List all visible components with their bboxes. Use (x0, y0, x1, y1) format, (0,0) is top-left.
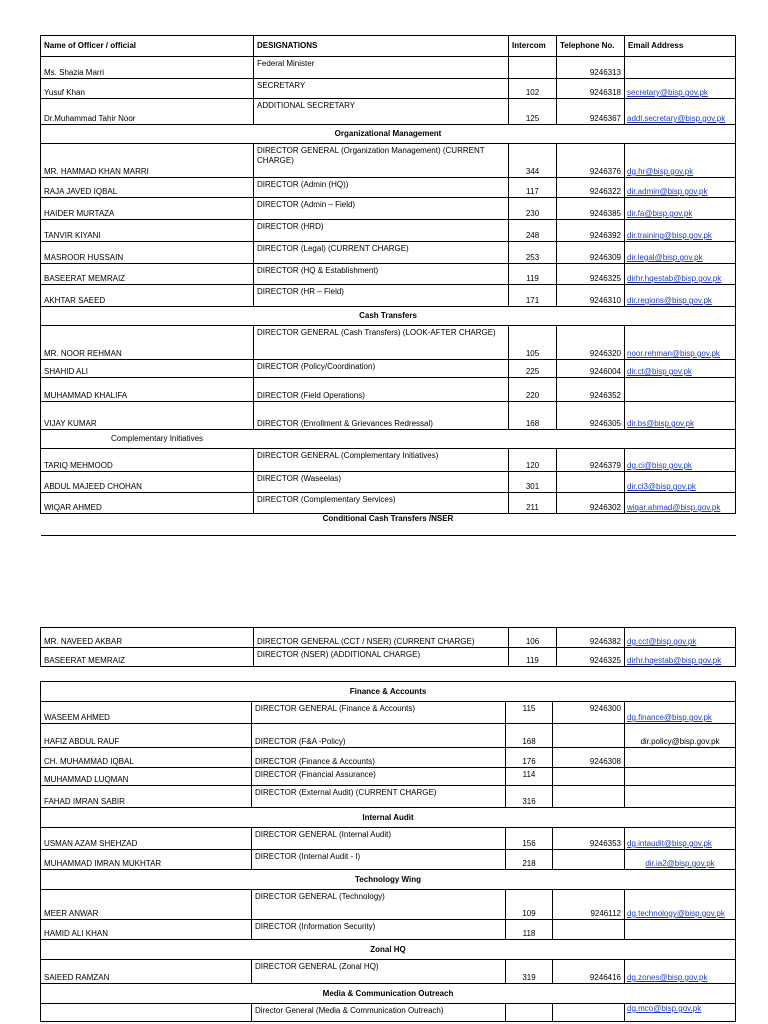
table-row (41, 724, 736, 748)
table-row (41, 828, 736, 850)
telephone: 9246392 (557, 220, 625, 242)
intercom: 211 (509, 493, 557, 514)
intercom: 118 (506, 920, 553, 940)
officer-name: MEER ANWAR (41, 890, 252, 920)
officer-name: Ms. Shazia Marri (41, 57, 254, 79)
intercom: 301 (509, 472, 557, 493)
email-link[interactable]: addl.secretary@bisp.gov.pk (625, 99, 736, 125)
intercom: 248 (509, 220, 557, 242)
telephone: 9246353 (553, 828, 625, 850)
table-row (41, 99, 736, 125)
officer-name: MUHAMMAD LUQMAN (41, 768, 252, 786)
table-row (41, 960, 736, 984)
table-row (41, 648, 736, 667)
table-row (41, 850, 736, 870)
table-row (41, 326, 736, 360)
designation: DIRECTOR GENERAL (Cash Transfers) (LOOK-AFTER CHARGE) (254, 326, 509, 360)
intercom: 119 (509, 264, 557, 285)
intercom: 115 (506, 702, 553, 724)
section-title-finance: Finance & Accounts (41, 682, 736, 702)
section-title-audit: Internal Audit (41, 808, 736, 828)
officer-name: MUHAMMAD KHALIFA (41, 378, 254, 402)
intercom: 109 (506, 890, 553, 920)
officer-name: MR. NAVEED AKBAR (41, 628, 254, 648)
officer-name: MUHAMMAD IMRAN MUKHTAR (41, 850, 252, 870)
section-header (41, 808, 736, 828)
intercom: 125 (509, 99, 557, 125)
section-header (41, 430, 736, 449)
telephone: 9246379 (557, 449, 625, 472)
intercom: 114 (506, 768, 553, 786)
header-telephone: Telephone No. (557, 36, 625, 57)
telephone: 9246004 (557, 360, 625, 378)
intercom: 106 (509, 628, 557, 648)
telephone (553, 724, 625, 748)
table-row (41, 198, 736, 220)
designation: Director General (Media & Communication Outreach) (252, 1004, 506, 1022)
officer-name: VIJAY KUMAR (41, 402, 254, 430)
table-row (41, 360, 736, 378)
email-link[interactable]: wiqar.ahmad@bisp.gov.pk (625, 493, 736, 514)
intercom (509, 57, 557, 79)
designation: DIRECTOR (HRD) (254, 220, 509, 242)
designation: DIRECTOR (F&A -Policy) (252, 724, 506, 748)
telephone: 9246320 (557, 326, 625, 360)
officer-name: BASEERAT MEMRAIZ (41, 648, 254, 667)
intercom: 105 (509, 326, 557, 360)
email-link[interactable]: dir.ci3@bisp.gov.pk (625, 472, 736, 493)
table-row (41, 472, 736, 493)
email-link[interactable] (625, 748, 736, 768)
email-link[interactable]: dg.ci@bisp.gov.pk (625, 449, 736, 472)
section-header (41, 984, 736, 1004)
email-link[interactable]: dg.intaudit@bisp.gov.pk (625, 828, 736, 850)
designation: DIRECTOR GENERAL (Zonal HQ) (252, 960, 506, 984)
officer-name: CH. MUHAMMAD IQBAL (41, 748, 252, 768)
section-header (41, 940, 736, 960)
officer-name: WASEEM AHMED (41, 702, 252, 724)
telephone (553, 786, 625, 808)
designation: DIRECTOR (Admin – Field) (254, 198, 509, 220)
officer-name: Yusuf Khan (41, 79, 254, 99)
section-header (41, 307, 736, 326)
email-link[interactable]: dir.fa@bisp.gov.pk (625, 198, 736, 220)
officer-name: HAMID ALI KHAN (41, 920, 252, 940)
telephone: 9246112 (553, 890, 625, 920)
officer-name: WIQAR AHMED (41, 493, 254, 514)
intercom: 316 (506, 786, 553, 808)
section-header (41, 125, 736, 144)
email-link[interactable]: dg.hr@bisp.gov.pk (625, 144, 736, 178)
officer-name: TANVIR KIYANI (41, 220, 254, 242)
telephone: 9246376 (557, 144, 625, 178)
designation: DIRECTOR GENERAL (Internal Audit) (252, 828, 506, 850)
officer-name: SHAHID ALI (41, 360, 254, 378)
officer-name: HAIDER MURTAZA (41, 198, 254, 220)
email-link[interactable]: dg.cct@bisp.gov.pk (625, 628, 736, 648)
email-text: dir.policy@bisp.gov.pk (625, 724, 736, 748)
officer-name: ABDUL MAJEED CHOHAN (41, 472, 254, 493)
table-row (41, 220, 736, 242)
officer-name (41, 1004, 252, 1022)
table-row (41, 285, 736, 307)
officer-name: MR. NOOR REHMAN (41, 326, 254, 360)
table-row (41, 178, 736, 198)
intercom: 344 (509, 144, 557, 178)
email-link[interactable] (625, 57, 736, 79)
email-link[interactable]: dirhr.hqestab@bisp.gov.pk (625, 264, 736, 285)
email-link[interactable]: dir.admin@bisp.gov.pk (625, 178, 736, 198)
officer-name: MASROOR HUSSAIN (41, 242, 254, 264)
email-link[interactable]: dg.technology@bisp.gov.pk (625, 890, 736, 920)
telephone: 9246325 (557, 264, 625, 285)
table-row (41, 57, 736, 79)
intercom (506, 1004, 553, 1022)
telephone: 9246302 (557, 493, 625, 514)
email-link[interactable]: noor.rehman@bisp.gov.pk (625, 326, 736, 360)
telephone: 9246322 (557, 178, 625, 198)
table-row (41, 1004, 736, 1022)
email-link[interactable] (625, 768, 736, 786)
directory-table-cct (40, 627, 736, 667)
telephone: 9246310 (557, 285, 625, 307)
section-header (41, 870, 736, 890)
telephone (553, 1004, 625, 1022)
table-header-row (41, 36, 736, 57)
telephone: 9246318 (557, 79, 625, 99)
section-title-media: Media & Communication Outreach (41, 984, 736, 1004)
intercom: 218 (506, 850, 553, 870)
telephone: 9246313 (557, 57, 625, 79)
telephone: 9246367 (557, 99, 625, 125)
table-row (41, 378, 736, 402)
email-link[interactable]: dg.finance@bisp.gov.pk (625, 702, 736, 724)
designation: Federal Minister (254, 57, 509, 79)
email-link[interactable]: dg.zones@bisp.gov.pk (625, 960, 736, 984)
designation: DIRECTOR GENERAL (Technology) (252, 890, 506, 920)
intercom: 168 (509, 402, 557, 430)
officer-name: RAJA JAVED IQBAL (41, 178, 254, 198)
table-row (41, 890, 736, 920)
designation: DIRECTOR (Legal) (CURRENT CHARGE) (254, 242, 509, 264)
header-intercom: Intercom (509, 36, 557, 57)
telephone (553, 850, 625, 870)
intercom: 171 (509, 285, 557, 307)
intercom: 102 (509, 79, 557, 99)
directory-table-finance (40, 681, 736, 1022)
table-row (41, 402, 736, 430)
designation: DIRECTOR (NSER) (ADDITIONAL CHARGE) (254, 648, 509, 667)
telephone: 9246308 (553, 748, 625, 768)
email-link[interactable]: dir.ia2@bisp.gov.pk (625, 850, 736, 870)
table-row (41, 79, 736, 99)
designation: DIRECTOR (Waseelas) (254, 472, 509, 493)
designation: DIRECTOR (Policy/Coordination) (254, 360, 509, 378)
email-link[interactable] (625, 378, 736, 402)
telephone: 9246416 (553, 960, 625, 984)
designation: DIRECTOR (Financial Assurance) (252, 768, 506, 786)
telephone: 9246309 (557, 242, 625, 264)
table-row (41, 264, 736, 285)
header-designation: DESIGNATIONS (254, 36, 509, 57)
officer-name: AKHTAR SAEED (41, 285, 254, 307)
officer-name: BASEERAT MEMRAIZ (41, 264, 254, 285)
designation: DIRECTOR (Internal Audit - I) (252, 850, 506, 870)
telephone: 9246325 (557, 648, 625, 667)
telephone: 9246382 (557, 628, 625, 648)
section-header (41, 514, 736, 536)
table-row (41, 242, 736, 264)
directory-table-top (40, 35, 736, 536)
designation: DIRECTOR (Admin (HQ)) (254, 178, 509, 198)
section-title-cash: Cash Transfers (41, 307, 736, 326)
officer-name: TARIQ MEHMOOD (41, 449, 254, 472)
section-title-tech: Technology Wing (41, 870, 736, 890)
telephone (557, 472, 625, 493)
officer-name: HAFIZ ABDUL RAUF (41, 724, 252, 748)
telephone: 9246352 (557, 378, 625, 402)
designation: DIRECTOR (Information Security) (252, 920, 506, 940)
email-link[interactable] (625, 920, 736, 940)
header-name: Name of Officer / official (41, 36, 254, 57)
designation: DIRECTOR GENERAL (Finance & Accounts) (252, 702, 506, 724)
table-row (41, 786, 736, 808)
designation: DIRECTOR (HQ & Establishment) (254, 264, 509, 285)
designation: DIRECTOR GENERAL (Complementary Initiatives) (254, 449, 509, 472)
email-link[interactable] (625, 786, 736, 808)
email-link[interactable]: dg.mco@bisp.gov.pk (625, 1004, 736, 1022)
table-row (41, 748, 736, 768)
intercom: 220 (509, 378, 557, 402)
designation: DIRECTOR (Finance & Accounts) (252, 748, 506, 768)
table-row (41, 920, 736, 940)
designation: SECRETARY (254, 79, 509, 99)
email-link[interactable]: dir.training@bisp.gov.pk (625, 220, 736, 242)
intercom: 117 (509, 178, 557, 198)
intercom: 253 (509, 242, 557, 264)
email-link[interactable]: dir.bs@bisp.gov.pk (625, 402, 736, 430)
section-header (41, 682, 736, 702)
intercom: 120 (509, 449, 557, 472)
intercom: 176 (506, 748, 553, 768)
email-link[interactable]: dir.regions@bisp.gov.pk (625, 285, 736, 307)
designation: ADDITIONAL SECRETARY (254, 99, 509, 125)
intercom: 230 (509, 198, 557, 220)
designation: DIRECTOR (Enrollment & Grievances Redressal) (254, 402, 509, 430)
telephone (553, 920, 625, 940)
intercom: 156 (506, 828, 553, 850)
table-row (41, 702, 736, 724)
designation: DIRECTOR (Complementary Services) (254, 493, 509, 514)
designation: DIRECTOR GENERAL (Organization Management) (CURRENT CHARGE) (254, 144, 509, 178)
table-row (41, 768, 736, 786)
officer-name: USMAN AZAM SHEHZAD (41, 828, 252, 850)
intercom: 168 (506, 724, 553, 748)
email-link[interactable]: dir.ct@bisp.gov.pk (625, 360, 736, 378)
officer-name: FAHAD IMRAN SABIR (41, 786, 252, 808)
section-title-zonal: Zonal HQ (41, 940, 736, 960)
officer-name: SAIEED RAMZAN (41, 960, 252, 984)
designation: DIRECTOR (Field Operations) (254, 378, 509, 402)
section-title-org: Organizational Management (41, 125, 736, 144)
intercom: 319 (506, 960, 553, 984)
email-link[interactable]: dir.legal@bisp.gov.pk (625, 242, 736, 264)
designation: DIRECTOR (External Audit) (CURRENT CHARGE) (252, 786, 506, 808)
email-link[interactable]: dirhr.hqestab@bisp.gov.pk (625, 648, 736, 667)
intercom: 225 (509, 360, 557, 378)
email-link[interactable]: secretary@bisp.gov.pk (625, 79, 736, 99)
header-email: Email Address (625, 36, 736, 57)
designation: DIRECTOR GENERAL (CCT / NSER) (CURRENT CHARGE) (254, 628, 509, 648)
section-title-comp: Complementary Initiatives (41, 430, 736, 449)
intercom: 119 (509, 648, 557, 667)
table-row (41, 449, 736, 472)
telephone: 9246305 (557, 402, 625, 430)
designation: DIRECTOR (HR – Field) (254, 285, 509, 307)
section-title-cct: Conditional Cash Transfers /NSER (41, 514, 736, 536)
telephone (553, 768, 625, 786)
officer-name: Dr.Muhammad Tahir Noor (41, 99, 254, 125)
table-row (41, 628, 736, 648)
table-row (41, 493, 736, 514)
table-row (41, 144, 736, 178)
officer-name: MR. HAMMAD KHAN MARRI (41, 144, 254, 178)
telephone: 9246385 (557, 198, 625, 220)
telephone: 9246300 (553, 702, 625, 724)
